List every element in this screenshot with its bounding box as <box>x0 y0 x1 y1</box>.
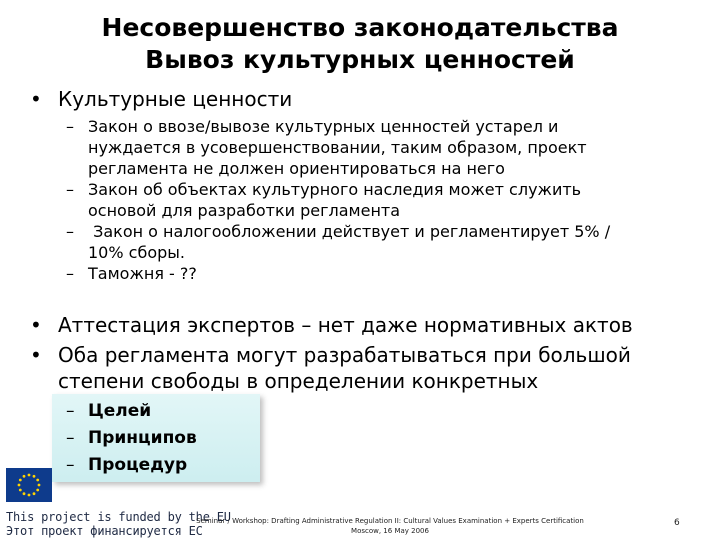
title-line-1: Несовершенство законодательства <box>101 13 619 42</box>
dash-icon: – <box>66 117 74 136</box>
sublist-line: Закон о налогообложении действует и регламентирует 5% / <box>88 222 611 241</box>
bullet-cultural-values <box>30 86 292 112</box>
page-number: 6 <box>674 518 680 528</box>
sublist-line: нуждается в усовершенствовании, таким образом, проект <box>88 138 587 157</box>
sublist-line: Закон об объектах культурного наследия может служить <box>88 180 582 199</box>
dash-icon: – <box>66 264 74 283</box>
bullet-expert-certification <box>30 312 670 338</box>
bullet-text-line: Оба регламента могут разрабатываться при большой <box>58 343 631 367</box>
sublist-item <box>66 179 666 221</box>
seminar-footer <box>180 516 600 536</box>
dash-icon: – <box>66 401 75 421</box>
dash-icon: – <box>66 428 75 448</box>
bullet-icon: • <box>30 87 42 111</box>
eu-flag-icon <box>6 468 52 502</box>
seminar-line: Seminar / Workshop: Drafting Administrative Regulation II: Cultural Values Examination + Experts Certification <box>196 517 584 525</box>
highlight-item-text: Процедур <box>88 455 188 475</box>
dash-icon: – <box>66 180 74 199</box>
highlight-item-text: Целей <box>88 401 152 421</box>
sublist-item <box>66 116 666 179</box>
sublist-item <box>66 263 666 284</box>
dash-icon: – <box>66 455 75 475</box>
title-line-2: Вывоз культурных ценностей <box>145 45 575 74</box>
eu-stars-icon <box>6 468 52 502</box>
highlight-list <box>66 398 197 479</box>
bullet-icon: • <box>30 343 42 367</box>
bullet-icon: • <box>30 313 42 337</box>
highlight-item <box>66 425 197 452</box>
seminar-date: Moscow, 16 May 2006 <box>351 527 429 535</box>
highlight-item <box>66 398 197 425</box>
cultural-values-sublist <box>66 116 666 284</box>
bullet-text: Культурные ценности <box>58 87 293 111</box>
sublist-line: основой для разработки регламента <box>88 201 401 220</box>
bullet-text-line: степени свободы в определении конкретных <box>58 369 539 393</box>
slide-title <box>40 12 680 76</box>
sublist-line: регламента не должен ориентироваться на него <box>88 159 505 178</box>
highlight-item-text: Принципов <box>88 428 197 448</box>
bullet-regulations <box>30 342 670 394</box>
eu-funding-ru: Этот проект финансируется ЕС <box>6 524 203 538</box>
sublist-item <box>66 221 666 263</box>
dash-icon: – <box>66 222 74 241</box>
sublist-line: Закон о ввозе/вывозе культурных ценностей устарел и <box>88 117 559 136</box>
bullet-text: Аттестация экспертов – нет даже нормативных актов <box>58 313 633 337</box>
sublist-line: Таможня - ?? <box>88 264 197 283</box>
eu-funding-en: This project is funded by the EU <box>6 510 231 524</box>
sublist-line: 10% сборы. <box>88 243 185 262</box>
highlight-item <box>66 452 197 479</box>
